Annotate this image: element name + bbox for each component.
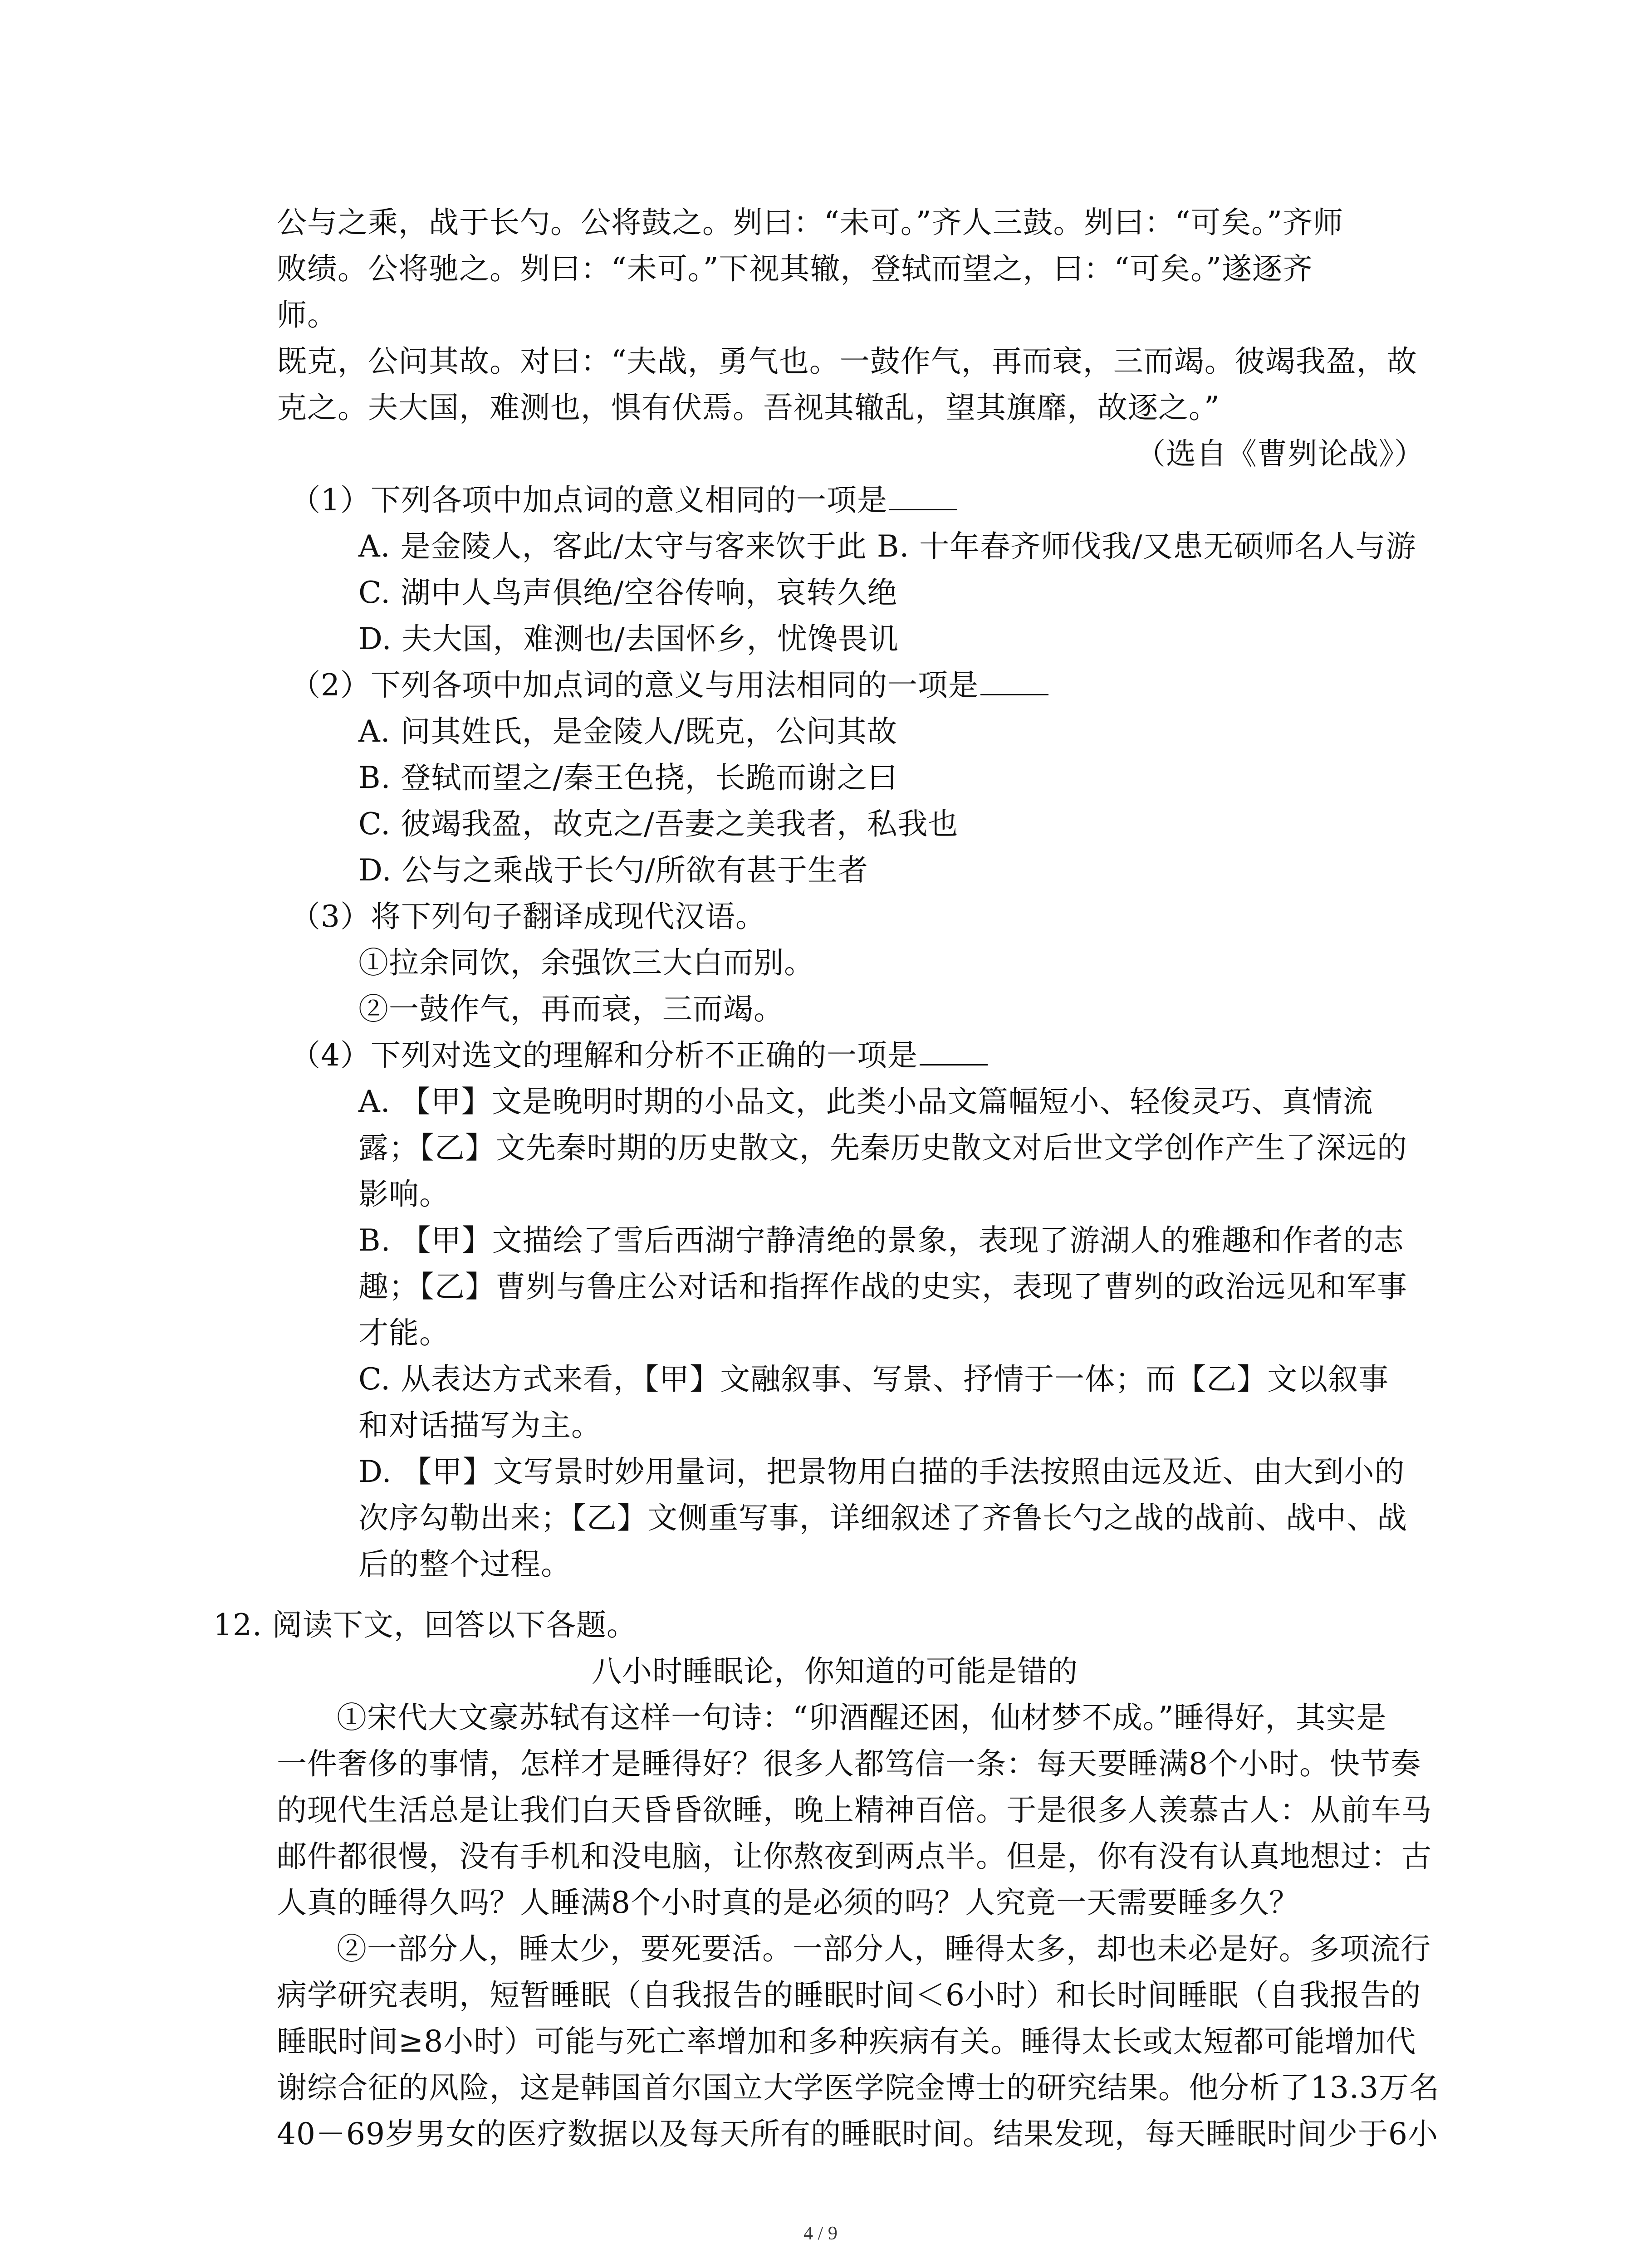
answer-blank bbox=[980, 669, 1048, 695]
question-3 bbox=[213, 894, 1438, 1032]
section-heading: 12. 阅读下文，回答以下各题。 bbox=[213, 1608, 637, 1642]
passage-line: 败绩。公将驰之。刿曰：“未可。”下视其辙，登轼而望之，曰：“可矣。”遂逐齐 bbox=[277, 251, 1313, 286]
question-option: 趣；【乙】曹刿与鲁庄公对话和指挥作战的史实，表现了曹刿的政治远见和军事 bbox=[358, 1269, 1407, 1304]
question-option: A. 【甲】文是晚明时期的小品文，此类小品文篇幅短小、轻俊灵巧、真情流 bbox=[358, 1084, 1373, 1119]
paragraph-line: 睡眠时间≥8小时）可能与死亡率增加和多种疾病有关。睡得太长或太短都可能增加代 bbox=[277, 2024, 1416, 2059]
paragraph-line: 40－69岁男女的医疗数据以及每天所有的睡眠时间。结果发现，每天睡眠时间少于6小 bbox=[277, 2116, 1438, 2151]
question-4 bbox=[213, 1032, 1438, 1588]
question-option: D. 【甲】文写景时妙用量词，把景物用白描的手法按照由远及近、由大到小的 bbox=[358, 1454, 1405, 1489]
question-option: 影响。 bbox=[358, 1177, 450, 1212]
passage-line: 师。 bbox=[277, 298, 338, 332]
question-option: C. 湖中人鸟声俱绝/空谷传响，哀转久绝 bbox=[358, 575, 898, 610]
question-stem bbox=[290, 662, 1438, 709]
answer-blank bbox=[920, 1039, 988, 1066]
question-stem bbox=[290, 1032, 1438, 1079]
paragraph-line: 的现代生活总是让我们白天昏昏欲睡，晚上精神百倍。于是很多人羡慕古人：从前车马 bbox=[277, 1793, 1432, 1828]
question-option: A. 是金陵人，客此/太守与客来饮于此 B. 十年春齐师伐我/又患无硕师名人与游 bbox=[358, 529, 1416, 564]
passage-line: 克之。夫大国，难测也，惧有伏焉。吾视其辙乱，望其旗靡，故逐之。” bbox=[277, 390, 1220, 425]
passage-source: （选自《曹刿论战》） bbox=[1136, 436, 1425, 471]
question-option: B. 登轼而望之/秦王色挠，长跪而谢之曰 bbox=[358, 760, 898, 795]
question-option: ①拉余同饮，余强饮三大白而别。 bbox=[358, 945, 814, 980]
paragraph-line: 病学研究表明，短暂睡眠（自我报告的睡眠时间＜6小时）和长时间睡眠（自我报告的 bbox=[277, 1978, 1421, 2013]
question-stem-text: （2）下列各项中加点词的意义与用法相同的一项是 bbox=[290, 668, 979, 703]
question-option: ②一鼓作气，再而衰，三而竭。 bbox=[358, 992, 784, 1026]
article-paragraph-1 bbox=[213, 1695, 1438, 1926]
question-option: A. 问其姓氏，是金陵人/既克，公问其故 bbox=[358, 714, 897, 749]
passage-line: 既克，公问其故。对曰：“夫战，勇气也。一鼓作气，再而衰，三而竭。彼竭我盈，故 bbox=[277, 344, 1417, 379]
paragraph-line: ①宋代大文豪苏轼有这样一句诗：“卯酒醒还困，仙材梦不成。”睡得好，其实是 bbox=[337, 1700, 1387, 1735]
question-option: 才能。 bbox=[358, 1315, 450, 1350]
paragraph-line: 谢综合征的风险，这是韩国首尔国立大学医学院金博士的研究结果。他分析了13.3万名 bbox=[277, 2070, 1440, 2105]
section-12 bbox=[213, 1602, 1438, 2157]
question-option: D. 公与之乘战于长勺/所欲有甚于生者 bbox=[358, 853, 868, 888]
paragraph-line: 邮件都很慢，没有手机和没电脑，让你熬夜到两点半。但是，你有没有认真地想过：古 bbox=[277, 1839, 1432, 1874]
paragraph-line: 一件奢侈的事情，怎样才是睡得好？很多人都笃信一条：每天要睡满8个小时。快节奏 bbox=[277, 1746, 1421, 1781]
question-stem-text: （4）下列对选文的理解和分析不正确的一项是 bbox=[290, 1038, 918, 1073]
question-stem: （3）将下列句子翻译成现代汉语。 bbox=[290, 899, 766, 934]
article-title: 八小时睡眠论，你知道的可能是错的 bbox=[592, 1654, 1078, 1689]
question-stem-text: （1）下列各项中加点词的意义相同的一项是 bbox=[290, 483, 887, 518]
question-1 bbox=[213, 477, 1438, 662]
question-stem bbox=[290, 477, 1438, 523]
article-paragraph-2 bbox=[213, 1926, 1438, 2157]
answer-blank bbox=[889, 484, 957, 510]
page-content bbox=[213, 200, 1438, 2157]
question-option: B. 【甲】文描绘了雪后西湖宁静清绝的景象，表现了游湖人的雅趣和作者的志 bbox=[358, 1223, 1404, 1258]
page-number: 4 / 9 bbox=[803, 2223, 838, 2244]
question-option: 露；【乙】文先秦时期的历史散文，先秦历史散文对后世文学创作产生了深远的 bbox=[358, 1130, 1407, 1165]
passage bbox=[213, 200, 1438, 477]
question-option: C. 彼竭我盈，故克之/吾妻之美我者，私我也 bbox=[358, 807, 959, 841]
paragraph-line: 人真的睡得久吗？人睡满8个小时真的是必须的吗？人究竟一天需要睡多久？ bbox=[277, 1885, 1299, 1920]
question-option: C. 从表达方式来看，【甲】文融叙事、写景、抒情于一体；而【乙】文以叙事 bbox=[358, 1362, 1389, 1397]
paragraph-line: ②一部分人，睡太少，要死要活。一部分人，睡得太多，却也未必是好。多项流行 bbox=[337, 1931, 1431, 1966]
question-option: 次序勾勒出来；【乙】文侧重写事，详细叙述了齐鲁长勺之战的战前、战中、战 bbox=[358, 1501, 1407, 1535]
passage-line: 公与之乘，战于长勺。公将鼓之。刿曰：“未可。”齐人三鼓。刿曰：“可矣。”齐师 bbox=[277, 205, 1343, 240]
question-option: D. 夫大国，难测也/去国怀乡，忧馋畏讥 bbox=[358, 621, 899, 656]
question-option: 后的整个过程。 bbox=[358, 1547, 571, 1582]
question-2 bbox=[213, 662, 1438, 894]
question-option: 和对话描写为主。 bbox=[358, 1408, 602, 1443]
